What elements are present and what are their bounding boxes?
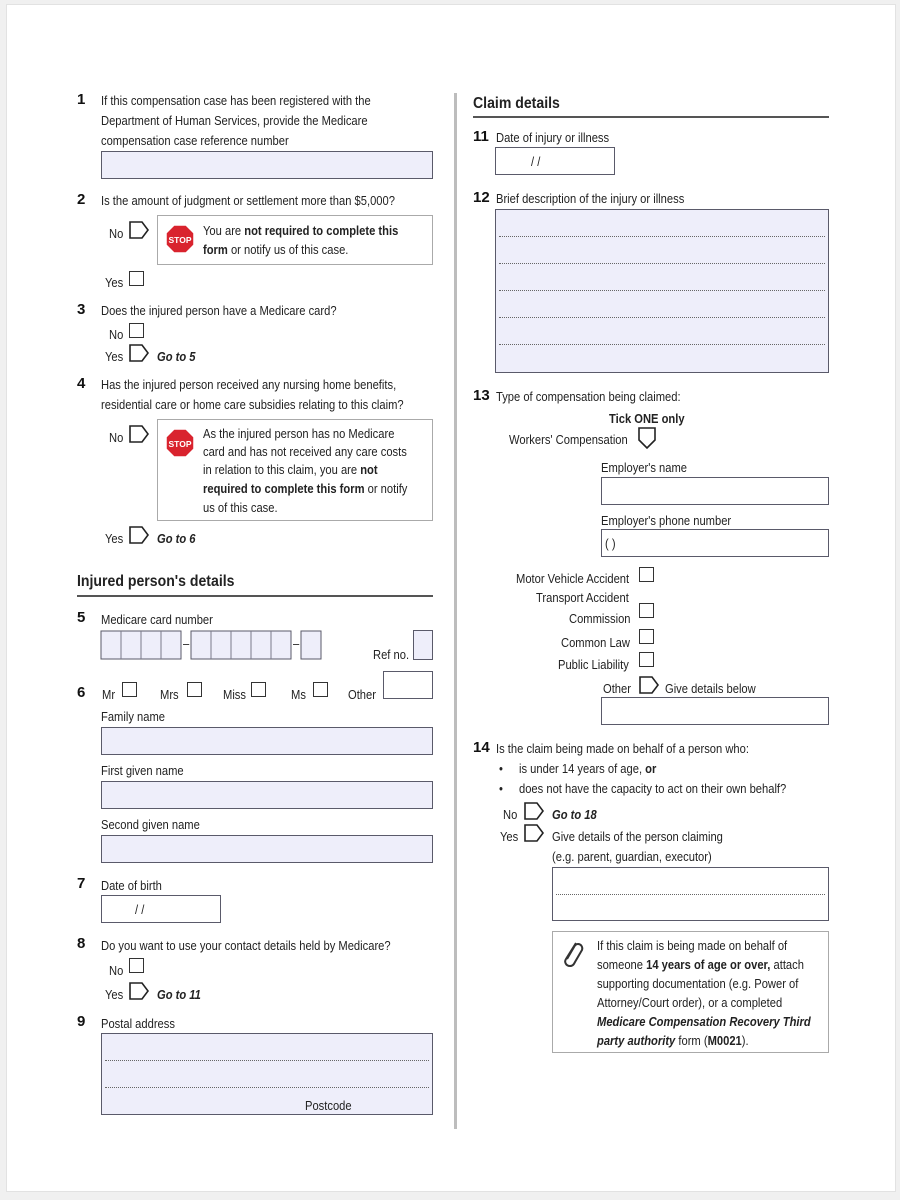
description-line-rule	[499, 317, 825, 318]
question-4-yes-label: Yes	[105, 531, 124, 546]
question-14-no-label: No	[503, 807, 518, 822]
arrow-checkbox-icon[interactable]	[129, 425, 149, 443]
stop-sign-icon	[165, 224, 195, 254]
note-line5: Medicare Compensation Recovery Third	[597, 1014, 811, 1029]
date-of-birth-label: Date of birth	[101, 878, 162, 893]
arrow-checkbox-icon[interactable]	[524, 802, 544, 820]
postal-address-input[interactable]	[101, 1033, 433, 1115]
common-law-checkbox[interactable]	[639, 629, 654, 644]
question-2-text: Is the amount of judgment or settlement more than $5,000?	[101, 193, 395, 208]
stop-note-line2: form or notify us of this case.	[203, 242, 349, 257]
question-1-number: 1	[77, 91, 86, 108]
question-14-bullet1: is under 14 years of age, or	[519, 761, 657, 776]
date-of-injury-input[interactable]	[495, 147, 615, 175]
bullet: •	[499, 761, 503, 776]
section-rule	[77, 595, 433, 597]
description-line-rule	[499, 344, 825, 345]
motor-vehicle-label: Motor Vehicle Accident	[516, 571, 630, 586]
title-ms-checkbox[interactable]	[313, 682, 328, 697]
date-of-injury-label: Date of injury or illness	[496, 130, 610, 145]
transport-commission-label: Commission	[569, 611, 631, 626]
stop-note-line2: card and has not received any care costs	[203, 444, 407, 459]
question-14-text: Is the claim being made on behalf of a person who:	[496, 741, 749, 756]
question-14-number: 14	[473, 739, 490, 756]
question-8-number: 8	[77, 935, 86, 952]
injured-section-title: Injured person's details	[77, 573, 235, 590]
arrow-checkbox-icon[interactable]	[129, 221, 149, 239]
family-name-label: Family name	[101, 709, 166, 724]
question-3-no-label: No	[109, 327, 124, 342]
title-mr-checkbox[interactable]	[122, 682, 137, 697]
question-1-text-line3: compensation case reference number	[101, 133, 289, 148]
claim-section-title: Claim details	[473, 95, 560, 112]
question-2-yes-checkbox[interactable]	[129, 271, 144, 286]
injury-date-slashes: / /	[531, 154, 541, 169]
first-given-name-input[interactable]	[101, 781, 433, 809]
question-14-yes-label: Yes	[500, 829, 519, 844]
ref-no-label: Ref no.	[373, 647, 410, 662]
dob-slashes: / /	[135, 902, 145, 917]
question-14-bullet2: does not have the capacity to act on their own behalf?	[519, 781, 787, 796]
arrow-checkbox-icon[interactable]	[639, 676, 659, 694]
postcode-label: Postcode	[305, 1098, 352, 1113]
give-details-person-claiming: Give details of the person claiming	[552, 829, 723, 844]
question-4-text-line1: Has the injured person received any nursing home benefits,	[101, 377, 397, 392]
phone-parentheses: ( )	[605, 536, 616, 551]
family-name-input[interactable]	[101, 727, 433, 755]
question-6-number: 6	[77, 684, 86, 701]
question-8-yes-label: Yes	[105, 987, 124, 1002]
arrow-checkbox-icon[interactable]	[524, 824, 544, 842]
employer-name-input[interactable]	[601, 477, 829, 505]
title-other-label: Other	[348, 687, 376, 702]
case-reference-input[interactable]	[101, 151, 433, 179]
tick-one-only: Tick ONE only	[609, 411, 685, 426]
stop-note-line1: You are not required to complete this	[203, 223, 399, 238]
give-details-below: Give details below	[665, 681, 756, 696]
stop-note-line1: As the injured person has no Medicare	[203, 426, 395, 441]
title-other-input[interactable]	[383, 671, 433, 699]
title-miss-checkbox[interactable]	[251, 682, 266, 697]
column-divider	[454, 93, 457, 1129]
svg-text:STOP: STOP	[168, 235, 192, 245]
transport-accident-label: Transport Accident	[536, 590, 629, 605]
address-line-rule	[105, 1060, 429, 1061]
arrow-checkbox-icon[interactable]	[129, 526, 149, 544]
arrow-down-checkbox-icon[interactable]	[637, 427, 657, 449]
title-ms-label: Ms	[291, 687, 306, 702]
note-line4: Attorney/Court order), or a completed	[597, 995, 783, 1010]
question-4-number: 4	[77, 375, 86, 392]
first-given-name-label: First given name	[101, 763, 184, 778]
section-rule	[473, 116, 829, 118]
workers-compensation-label: Workers' Compensation	[509, 432, 628, 447]
title-mrs-checkbox[interactable]	[187, 682, 202, 697]
question-11-number: 11	[473, 128, 489, 145]
question-3-goto: Go to 5	[157, 349, 196, 364]
ref-no-input[interactable]	[413, 630, 433, 660]
medicare-card-number-input[interactable]	[100, 630, 324, 660]
second-given-name-label: Second given name	[101, 817, 200, 832]
question-4-no-label: No	[109, 430, 124, 445]
question-12-number: 12	[473, 189, 490, 206]
description-line-rule	[499, 236, 825, 237]
claimant-line-rule	[556, 894, 825, 895]
question-8-goto: Go to 11	[157, 987, 201, 1002]
second-given-name-input[interactable]	[101, 835, 433, 863]
question-2-no-label: No	[109, 226, 124, 241]
question-13-number: 13	[473, 387, 490, 404]
note-line1: If this claim is being made on behalf of	[597, 938, 788, 953]
paperclip-icon	[559, 937, 585, 971]
title-miss-label: Miss	[223, 687, 246, 702]
stop-note-line5: us of this case.	[203, 500, 278, 515]
address-line-rule	[105, 1087, 429, 1088]
stop-sign-icon	[165, 428, 195, 458]
question-9-number: 9	[77, 1013, 86, 1030]
note-line2: someone 14 years of age or over, attach	[597, 957, 804, 972]
question-8-no-label: No	[109, 963, 124, 978]
date-of-birth-input[interactable]	[101, 895, 221, 923]
transport-accident-checkbox[interactable]	[639, 603, 654, 618]
question-8-text: Do you want to use your contact details held by Medicare?	[101, 938, 391, 953]
question-14-goto: Go to 18	[552, 807, 597, 822]
question-3-text: Does the injured person have a Medicare card?	[101, 303, 337, 318]
question-7-number: 7	[77, 875, 86, 892]
stop-note-line4: required to complete this form or notify	[203, 481, 408, 496]
employer-name-label: Employer's name	[601, 460, 688, 475]
employer-phone-input[interactable]	[601, 529, 829, 557]
question-8-no-checkbox[interactable]	[129, 958, 144, 973]
employer-phone-label: Employer's phone number	[601, 513, 732, 528]
public-liability-label: Public Liability	[558, 657, 629, 672]
question-1-text-line1: If this compensation case has been registered with the	[101, 93, 371, 108]
note-line6: party authority form (M0021).	[597, 1033, 749, 1048]
card-dash: –	[293, 636, 300, 651]
arrow-checkbox-icon[interactable]	[129, 344, 149, 362]
title-mr-label: Mr	[102, 687, 116, 702]
question-3-yes-label: Yes	[105, 349, 124, 364]
stop-note-line3: in relation to this claim, you are not	[203, 462, 378, 477]
description-line-rule	[499, 263, 825, 264]
form-page	[6, 4, 896, 1192]
description-line-rule	[499, 290, 825, 291]
card-dash: –	[183, 636, 190, 651]
give-details-examples: (e.g. parent, guardian, executor)	[552, 849, 712, 864]
question-3-number: 3	[77, 301, 86, 318]
question-4-text-line2: residential care or home care subsidies relating to this claim?	[101, 397, 404, 412]
question-4-goto: Go to 6	[157, 531, 196, 546]
question-2-number: 2	[77, 191, 86, 208]
question-3-no-checkbox[interactable]	[129, 323, 144, 338]
question-5-label: Medicare card number	[101, 612, 213, 627]
injury-description-label: Brief description of the injury or illness	[496, 191, 685, 206]
question-2-yes-label: Yes	[105, 275, 124, 290]
question-5-number: 5	[77, 609, 86, 626]
motor-vehicle-checkbox[interactable]	[639, 567, 654, 582]
note-line3: supporting documentation (e.g. Power of	[597, 976, 799, 991]
other-details-input[interactable]	[601, 697, 829, 725]
postal-address-label: Postal address	[101, 1016, 175, 1031]
bullet: •	[499, 781, 503, 796]
injury-description-input[interactable]	[495, 209, 829, 373]
title-mrs-label: Mrs	[160, 687, 179, 702]
svg-text:STOP: STOP	[168, 439, 192, 449]
other-label: Other	[603, 681, 631, 696]
compensation-type-label: Type of compensation being claimed:	[496, 389, 681, 404]
common-law-label: Common Law	[561, 635, 630, 650]
question-1-text-line2: Department of Human Services, provide the Medicare	[101, 113, 368, 128]
public-liability-checkbox[interactable]	[639, 652, 654, 667]
arrow-checkbox-icon[interactable]	[129, 982, 149, 1000]
